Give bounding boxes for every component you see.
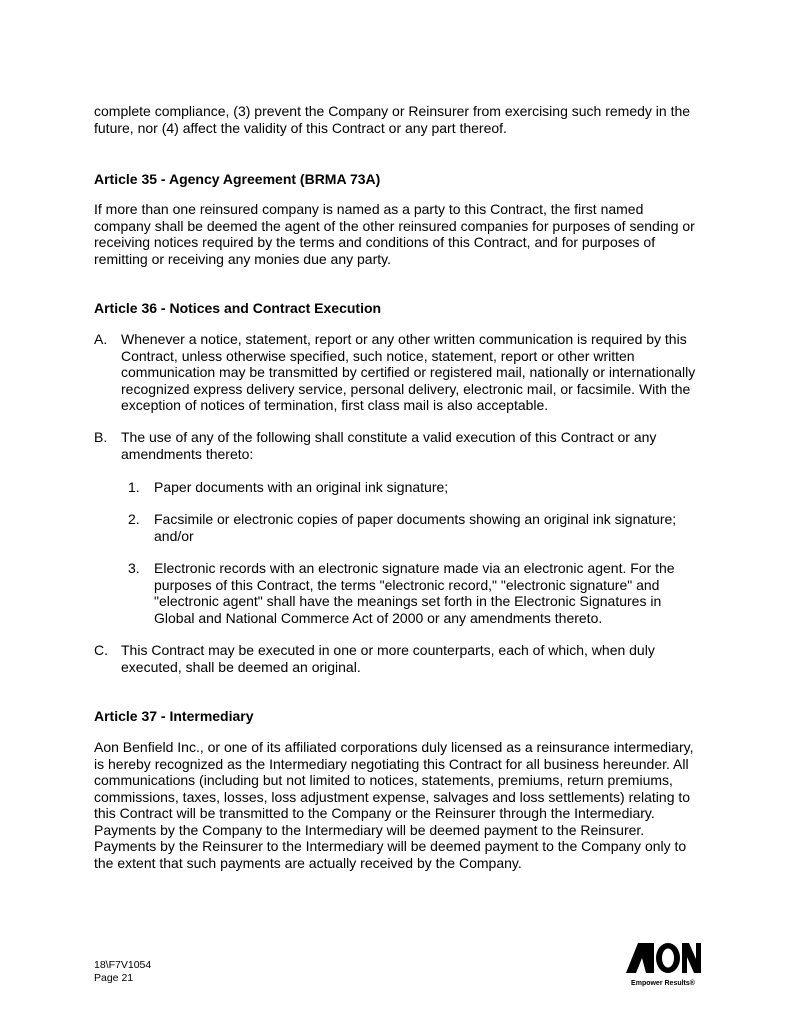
item-3-text: Electronic records with an electronic signature made via an electronic agent. For the purposes of this Contract, the terms "electronic record," "electronic signature" and "electronic agent" shall have the meanings set forth in the Electronic Signatures in Global and National Commerce Act of 2000 or any amendments thereto. [154,560,675,626]
section-b-marker: B. [94,429,108,445]
item-1-marker: 1. [128,479,140,495]
aon-logo-n-shape [682,943,701,973]
item-1-text: Paper documents with an original ink signature; [154,479,449,495]
article-35-heading: Article 35 - Agency Agreement (BRMA 73A) [94,171,381,187]
section-c-text: This Contract may be executed in one or more counterparts, each of which, when duly executed, shall be deemed an original. [121,642,655,675]
item-2-text: Facsimile or electronic copies of paper documents showing an original ink signature; and/or [154,511,677,544]
article-36-heading: Article 36 - Notices and Contract Execution [94,300,382,316]
aon-logo-o-inner [662,949,674,968]
page-number: Page 21 [94,972,134,984]
aon-logo [624,940,702,990]
document-id: 18\F7V1054 [94,959,152,971]
item-3-marker: 3. [128,560,140,576]
section-c-marker: C. [94,642,108,658]
section-a-marker: A. [94,331,108,347]
aon-logo-divider [646,943,654,973]
article-37-body: Aon Benfield Inc., or one of its affiliated corporations duly licensed as a reinsurance intermediary, is hereby recognized as the Intermediary negotiating this Contract for all business hereunder. All communications (including but not limited to notices, statements, premiums, return premiums, commissions, taxes, losses, loss adjustment expense, salvages and loss settlements) relating to this Contract will be transmitted to the Company or the Reinsurer through the Intermediary. Payments by the Company to the Intermediary will be deemed payment to the Reinsurer. Payments by the Reinsurer to the Intermediary will be deemed payment to the Company only to the extent that such payments are actually received by the Company. [94,739,694,871]
article-37-heading: Article 37 - Intermediary [94,708,254,724]
aon-logo-tagline: Empower Results® [631,980,695,987]
item-2-marker: 2. [128,511,140,527]
footer [94,959,151,985]
section-b-text: The use of any of the following shall constitute a valid execution of this Contract or any amendments thereto: [121,429,657,462]
continuation-paragraph: complete compliance, (3) prevent the Company or Reinsurer from exercising such remedy in the future, nor (4) affect the validity of this Contract or any part thereof. [94,103,691,136]
section-a-text: Whenever a notice, statement, report or any other written communication is required by this Contract, unless otherwise specified, such notice, statement, report or other written communication may be transmitted by certified or registered mail, nationally or internationally recognized express delivery service, personal delivery, electronic mail, or facsimile. With the exception of notices of termination, first class mail is also acceptable. [121,331,696,413]
aon-logo-mark [624,940,702,990]
article-35-body: If more than one reinsured company is named as a party to this Contract, the first named company shall be deemed the agent of the other reinsured companies for purposes of sending or receiving notices required by the terms and conditions of this Contract, and for purposes of remitting or receiving any monies due any party. [94,201,695,267]
